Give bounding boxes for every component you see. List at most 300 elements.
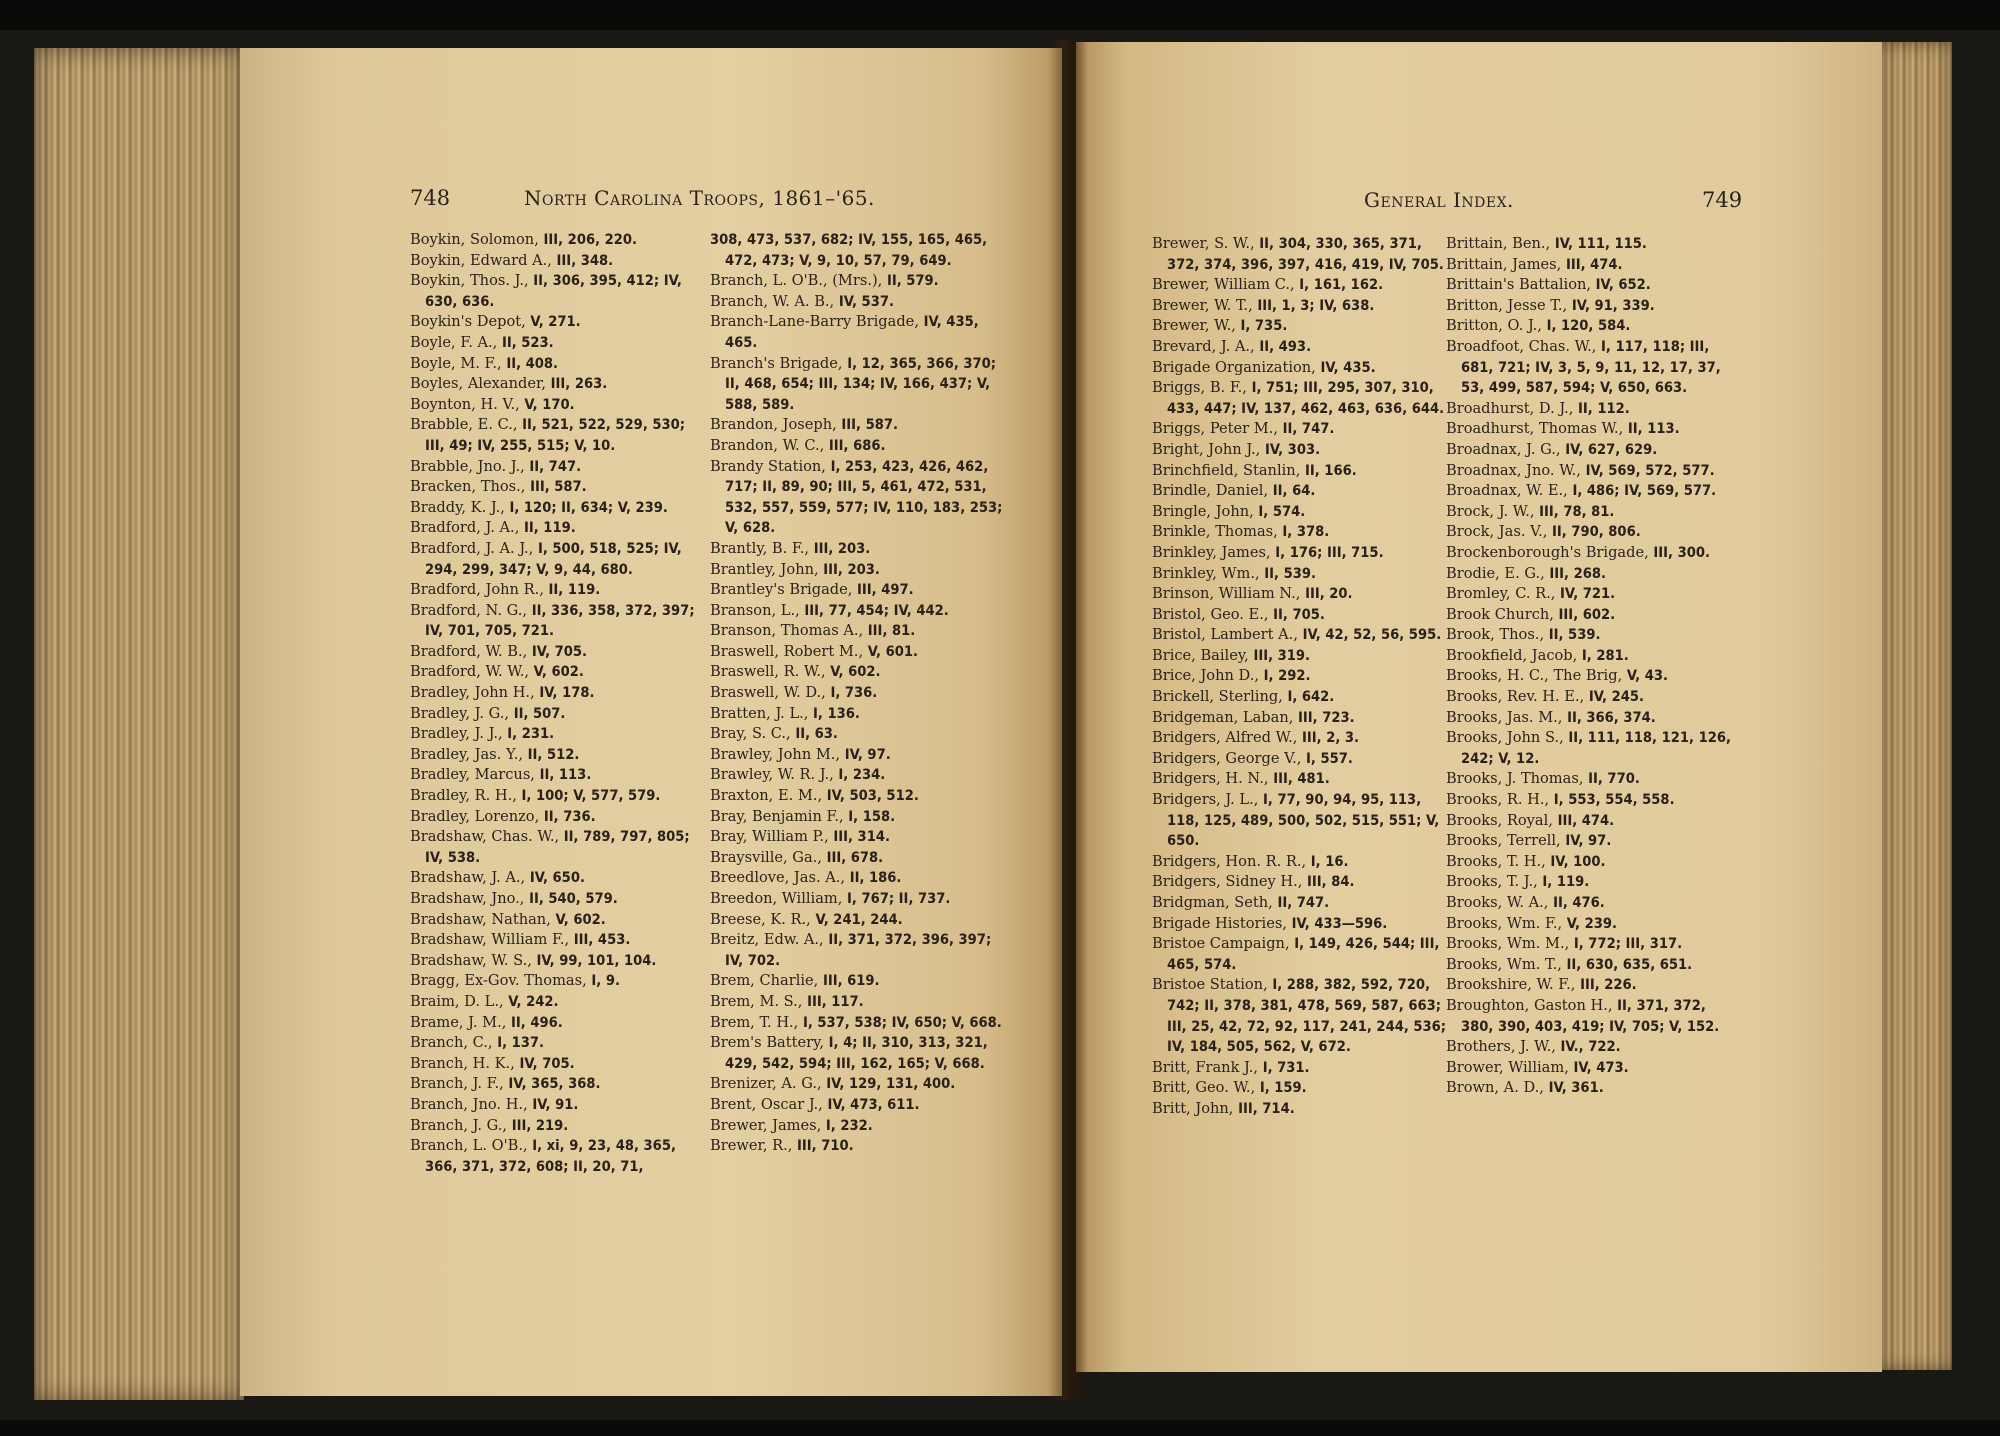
index-entry-refs: II, 790, 806.: [1552, 523, 1641, 541]
index-entry-name: Bradshaw, Jno.,: [410, 890, 530, 907]
index-entry-refs: IV, 42, 52, 56, 595.: [1302, 626, 1442, 644]
index-entry-refs: II, 705.: [1273, 605, 1325, 623]
index-entry-refs: I, 9.: [591, 972, 620, 990]
index-entry-name: Bridgers, Sidney H.,: [1152, 873, 1308, 891]
right-page: [1076, 42, 1882, 1372]
index-entry-name: Braswell, W. D.,: [710, 684, 831, 702]
index-entry-name: Brantley's Brigade,: [710, 581, 858, 599]
index-entry-name: Brenizer, A. G.,: [710, 1075, 827, 1093]
index-entry-name: Branch-Lane-Barry Brigade,: [710, 313, 924, 331]
index-entry-refs: III, 84.: [1307, 873, 1355, 891]
index-entry-refs: III, 619.: [822, 972, 880, 990]
index-entry-refs: V, 602.: [830, 663, 881, 681]
index-entry-name: Boyle, M. F.,: [410, 354, 507, 372]
index-entry: [410, 333, 705, 354]
index-entry-name: Bridgers, H. N.,: [1152, 770, 1274, 788]
index-entry-name: Boykin's Depot,: [410, 313, 531, 331]
index-entry: [1152, 708, 1447, 729]
index-entry-refs: II, 539.: [1264, 564, 1316, 582]
index-entry-refs: IV, 569, 572, 577.: [1585, 461, 1715, 479]
index-entry: [410, 868, 705, 889]
index-entry-name: Brothers, J. W.,: [1446, 1038, 1561, 1056]
index-entry-refs: II, 496.: [511, 1013, 563, 1031]
index-entry-refs: IV, 705.: [531, 642, 588, 660]
index-entry-refs: II, 166.: [1304, 461, 1357, 479]
index-entry-refs: III, 268.: [1549, 564, 1606, 582]
index-entry-refs: III, 203.: [813, 539, 871, 557]
index-entry-name: Boyles, Alexander,: [410, 375, 551, 393]
index-entry-name: Branch, J. F.,: [410, 1075, 509, 1093]
index-entry-name: Brown, A. D.,: [1446, 1079, 1549, 1097]
index-entry-refs: IV, 100.: [1550, 852, 1606, 870]
index-entry-refs: IV, 650.: [529, 869, 585, 887]
index-entry-name: Brem's Battery,: [710, 1034, 829, 1052]
index-entry-refs: I, 731.: [1262, 1058, 1310, 1076]
index-entry: [710, 1074, 1005, 1095]
index-entry-name: Branch, L. O'B.,: [410, 1137, 533, 1155]
left-page-number: 748: [410, 186, 451, 210]
index-entry: [710, 436, 1005, 457]
index-entry: [1446, 666, 1741, 687]
index-entry-refs: I, 117, 118; III, 681, 721; IV, 3, 5, 9, 11, 12, 17, 37, 53, 499, 587, 594; V, 650, 663.: [1461, 337, 1721, 397]
index-entry: [1446, 419, 1741, 440]
index-entry-name: Boykin, Solomon,: [410, 231, 544, 248]
index-entry-refs: III, 474.: [1557, 811, 1615, 829]
index-entry: [710, 415, 1005, 436]
index-entry: [1152, 914, 1447, 935]
index-entry-name: Bradford, J. A. J.,: [410, 539, 538, 557]
index-entry-refs: IV, 705.: [519, 1054, 575, 1072]
index-entry-refs: II, 186.: [849, 869, 902, 887]
right-column-2: [1446, 234, 1741, 1099]
index-entry-refs: IV, 91, 339.: [1571, 296, 1655, 314]
index-entry-name: Brittain, James,: [1446, 255, 1566, 273]
index-entry: [410, 827, 705, 868]
index-entry: [710, 601, 1005, 622]
index-entry-refs: III, 2, 3.: [1302, 729, 1360, 747]
index-entry-refs: III, 314.: [833, 828, 890, 846]
index-entry-refs: II, 408.: [506, 354, 559, 372]
index-entry: [710, 786, 1005, 807]
index-entry-name: Broadnax, J. G.,: [1446, 440, 1566, 458]
index-entry-name: Brookfield, Jacob,: [1446, 646, 1582, 664]
index-entry-name: Bradford, John R.,: [410, 581, 549, 599]
index-entry-name: Brooks, Royal,: [1446, 811, 1558, 829]
index-entry: [710, 580, 1005, 601]
index-entry-name: Bradley, Marcus,: [410, 766, 540, 784]
index-entry: [410, 271, 705, 312]
index-entry-refs: IV, 178.: [539, 684, 595, 702]
index-entry-refs: II, 119.: [523, 519, 576, 537]
book-gutter: [1048, 40, 1088, 1400]
index-entry-refs: II, 63.: [795, 725, 838, 743]
index-entry-name: Brookshire, W. F.,: [1446, 976, 1581, 994]
index-entry-name: Bromley, C. R.,: [1446, 585, 1561, 603]
index-entry: [1446, 728, 1741, 769]
index-entry-refs: IV., 722.: [1560, 1038, 1621, 1056]
index-entry-name: Bristoe Station,: [1152, 976, 1273, 994]
index-entry: [710, 868, 1005, 889]
index-entry: [710, 910, 1005, 931]
index-entry-refs: IV, 503, 512.: [826, 787, 919, 805]
index-entry-name: Brickell, Sterling,: [1152, 688, 1288, 706]
index-entry: [1446, 296, 1741, 317]
index-entry-refs: III, 219.: [511, 1116, 569, 1134]
index-entry-name: Britton, O. J.,: [1446, 317, 1547, 335]
index-entry-refs: II, 304, 330, 365, 371, 372, 374, 396, 397, 416, 419, IV, 705.: [1167, 235, 1444, 273]
index-entry-name: Brewer, W.,: [1152, 317, 1241, 335]
index-entry-name: Bradley, John H.,: [410, 684, 540, 702]
index-entry-refs: II, 371, 372, 396, 397; IV, 702.: [725, 931, 992, 969]
index-entry-name: Boykin, Thos. J.,: [410, 272, 534, 290]
index-entry-name: Bradshaw, William F.,: [410, 931, 574, 949]
index-entry-refs: IV, 435.: [1320, 358, 1376, 376]
index-entry: [410, 457, 705, 478]
index-entry-name: Brock, J. W.,: [1446, 502, 1540, 520]
index-entry: [410, 807, 705, 828]
index-entry-name: Broughton, Gaston H.,: [1446, 996, 1618, 1014]
index-entry-refs: IV, 303.: [1264, 440, 1321, 458]
index-entry-refs: I, 231.: [507, 725, 555, 743]
index-entry-refs: II, 523.: [501, 333, 554, 351]
index-entry-refs: 308, 473, 537, 682; IV, 155, 165, 465, 472, 473; V, 9, 10, 57, 79, 649.: [710, 231, 988, 269]
index-entry-refs: II, 747.: [1277, 894, 1330, 911]
right-page-edges: [1880, 42, 1952, 1370]
index-entry: [410, 1013, 705, 1034]
index-entry-name: Brooks, J. Thomas,: [1446, 770, 1589, 788]
index-entry: [410, 930, 705, 951]
index-entry: [710, 457, 1005, 539]
index-entry-refs: II, 113.: [539, 766, 592, 784]
index-entry-name: Brabble, E. C.,: [410, 416, 523, 434]
index-entry-name: Brandy Station,: [710, 457, 831, 475]
index-entry: [1152, 790, 1447, 852]
index-entry: [410, 498, 705, 519]
index-entry-name: Brooks, Wm. M.,: [1446, 935, 1574, 953]
index-entry-refs: IV, 365, 368.: [508, 1075, 601, 1093]
index-entry-refs: V, 602.: [533, 663, 584, 681]
index-entry-name: Broadhurst, D. J.,: [1446, 399, 1579, 417]
index-entry-name: Brooks, Terrell,: [1446, 832, 1566, 850]
index-entry-refs: I, 176; III, 715.: [1275, 543, 1384, 561]
index-entry: [1152, 605, 1447, 626]
index-entry-refs: V, 271.: [530, 313, 581, 331]
index-entry-name: Brandon, Joseph,: [710, 416, 842, 434]
index-entry-refs: IV, 473, 611.: [827, 1095, 920, 1113]
index-entry: [1152, 502, 1447, 523]
index-entry-refs: II, 747.: [1282, 420, 1335, 438]
index-entry-name: Braim, D. L.,: [410, 992, 509, 1010]
left-page: [240, 48, 1062, 1396]
index-entry: [1152, 625, 1447, 646]
index-entry-refs: IV, 111, 115.: [1554, 235, 1647, 252]
index-entry: [1446, 955, 1741, 976]
index-entry-name: Britton, Jesse T.,: [1446, 296, 1572, 314]
left-page-edges: [34, 48, 244, 1400]
index-entry-refs: III, 1, 3; IV, 638.: [1257, 296, 1375, 314]
index-entry-name: Boynton, H. V.,: [410, 395, 525, 413]
index-entry-refs: II, 579.: [886, 272, 939, 290]
right-page-number: 749: [1702, 188, 1743, 212]
index-entry-refs: I, 136.: [813, 704, 860, 722]
index-entry: [1446, 708, 1741, 729]
index-entry: [1152, 852, 1447, 873]
index-entry-name: Breedon, William,: [710, 890, 848, 907]
index-entry-name: Brabble, Jno. J.,: [410, 457, 530, 475]
index-entry-name: Bradley, R. H.,: [410, 787, 522, 805]
index-entry-name: Brindle, Daniel,: [1152, 482, 1273, 500]
index-entry-name: Brigade Histories,: [1152, 914, 1292, 932]
index-entry-refs: I, xi, 9, 23, 48, 365, 366, 371, 372, 608; II, 20, 71,: [425, 1137, 676, 1175]
index-entry: [1446, 790, 1741, 811]
index-entry-refs: I, 120, 584.: [1546, 317, 1631, 335]
index-entry: [1446, 275, 1741, 296]
index-entry-name: Bratten, J. L.,: [710, 704, 814, 722]
index-entry-refs: I, 288, 382, 592, 720, 742; II, 378, 381, 478, 569, 587, 663; III, 25, 42, 72, 92, 117, 241, 244, 536; IV, 184, 505, 562, V, 672.: [1167, 976, 1447, 1056]
index-entry: [410, 354, 705, 375]
index-entry-name: Broadnax, W. E.,: [1446, 482, 1573, 500]
index-entry-refs: I, 292.: [1263, 667, 1311, 685]
index-entry: [1446, 1078, 1741, 1099]
index-entry-refs: II, 539.: [1548, 626, 1601, 644]
index-entry: [1152, 749, 1447, 770]
index-entry-name: Bristoe Campaign,: [1152, 935, 1295, 953]
index-entry-refs: III, 587.: [841, 416, 898, 434]
index-entry-refs: II, 493.: [1259, 337, 1312, 355]
index-entry-refs: I, 281.: [1581, 646, 1629, 664]
index-entry: [710, 539, 1005, 560]
index-entry-name: Briggs, Peter M.,: [1152, 420, 1283, 438]
index-entry-name: Brewer, James,: [710, 1116, 826, 1134]
index-entry: [410, 1074, 705, 1095]
index-entry-name: Brock, Jas. V.,: [1446, 523, 1553, 541]
right-page-header: General Index.: [1364, 188, 1514, 212]
left-page-header: North Carolina Troops, 1861–'65.: [524, 186, 875, 210]
index-entry-refs: III, 714.: [1238, 1099, 1295, 1117]
index-entry-refs: V, 601.: [867, 642, 918, 660]
index-entry-name: Bradshaw, Chas. W.,: [410, 828, 564, 846]
index-entry-name: Brook, Thos.,: [1446, 626, 1549, 644]
index-entry-name: Broadfoot, Chas. W.,: [1446, 337, 1602, 355]
index-entry-name: Brice, John D.,: [1152, 667, 1264, 685]
index-entry-refs: IV, 721.: [1560, 585, 1616, 603]
index-entry: [710, 992, 1005, 1013]
index-entry-name: Bradley, J. G.,: [410, 704, 514, 722]
index-entry-name: Brent, Oscar J.,: [710, 1095, 828, 1113]
index-entry: [1446, 502, 1741, 523]
index-entry-name: Brooks, Wm. F.,: [1446, 914, 1567, 932]
index-entry-refs: I, 767; II, 737.: [847, 890, 951, 907]
index-entry: [710, 1095, 1005, 1116]
index-entry-name: Brewer, S. W.,: [1152, 235, 1260, 252]
index-entry-name: Brigade Organization,: [1152, 358, 1321, 376]
index-entry-name: Bradford, J. A.,: [410, 519, 524, 537]
index-entry-refs: V, 170.: [524, 395, 575, 413]
index-entry-refs: II, 112.: [1578, 399, 1630, 417]
index-entry-name: Britt, Geo. W.,: [1152, 1079, 1260, 1097]
index-entry-refs: III, 481.: [1273, 770, 1330, 788]
index-entry-refs: I, 16.: [1310, 852, 1349, 870]
index-entry-refs: I, 12, 365, 366, 370; II, 468, 654; III, 134; IV, 166, 437; V, 588, 589.: [725, 354, 997, 413]
index-entry-refs: I, 119.: [1542, 873, 1590, 891]
index-entry: [1446, 687, 1741, 708]
index-entry-refs: II, 306, 395, 412; IV, 630, 636.: [425, 272, 682, 310]
index-entry-name: Brem, M. S.,: [710, 992, 808, 1010]
index-entry-refs: I, 77, 90, 94, 95, 113, 118, 125, 489, 500, 502, 515, 551; V, 650.: [1167, 791, 1440, 850]
index-entry-name: Brevard, J. A.,: [1152, 337, 1260, 355]
index-entry: [1446, 769, 1741, 790]
index-entry-refs: I, 120; II, 634; V, 239.: [509, 498, 668, 516]
index-entry-name: Breedlove, Jas. A.,: [710, 869, 850, 887]
index-entry-refs: III, 206, 220.: [543, 231, 638, 248]
index-entry-name: Bringle, John,: [1152, 502, 1259, 520]
index-entry-name: Broadnax, Jno. W.,: [1446, 461, 1586, 479]
index-entry-name: Brodie, E. G.,: [1446, 564, 1550, 582]
index-entry: [1446, 914, 1741, 935]
index-entry-name: Brandon, W. C.,: [710, 436, 829, 454]
index-entry: [1446, 975, 1741, 996]
index-entry-name: Braddy, K. J.,: [410, 498, 510, 516]
index-entry-refs: II, 336, 358, 372, 397; IV, 701, 705, 721.: [425, 601, 695, 640]
index-entry: [1446, 934, 1741, 955]
index-entry: [410, 765, 705, 786]
index-entry: [710, 827, 1005, 848]
index-entry-refs: I, 537, 538; IV, 650; V, 668.: [802, 1013, 1002, 1031]
index-entry-name: Breese, K. R.,: [710, 910, 816, 928]
index-entry-refs: I, 735.: [1240, 317, 1288, 335]
index-entry-name: Brinkley, James,: [1152, 543, 1276, 561]
index-entry-name: Branch, W. A. B.,: [710, 292, 839, 310]
index-entry: [410, 745, 705, 766]
index-entry-refs: IV, 129, 131, 400.: [826, 1075, 956, 1093]
index-entry-name: Bridgeman, Laban,: [1152, 708, 1299, 726]
index-entry-name: Brockenborough's Brigade,: [1446, 543, 1654, 561]
index-entry-refs: III, 587.: [530, 478, 587, 496]
index-entry-name: Brewer, R.,: [710, 1137, 798, 1155]
index-entry-refs: III, 474.: [1565, 255, 1623, 273]
index-entry: [410, 971, 705, 992]
index-entry: [410, 518, 705, 539]
index-entry-name: Bridgers, Alfred W.,: [1152, 729, 1302, 747]
index-entry: [1446, 337, 1741, 399]
index-entry-name: Braxton, E. M.,: [710, 787, 827, 805]
index-entry: [1152, 316, 1447, 337]
index-entry: [410, 230, 705, 251]
index-entry: [710, 292, 1005, 313]
index-entry: [410, 374, 705, 395]
index-entry: [1152, 728, 1447, 749]
index-entry-name: Branch, C.,: [410, 1034, 498, 1052]
index-entry: [1152, 687, 1447, 708]
index-entry-name: Bridgers, George V.,: [1152, 749, 1307, 767]
index-entry: [410, 1136, 705, 1177]
index-entry-name: Brinson, William N.,: [1152, 585, 1306, 603]
index-entry: [410, 910, 705, 931]
index-entry: [1446, 625, 1741, 646]
index-entry-name: Branch, H. K.,: [410, 1054, 520, 1072]
index-entry: [1446, 543, 1741, 564]
index-entry-name: Brinchfield, Stanlin,: [1152, 461, 1305, 479]
index-entry-name: Brem, T. H.,: [710, 1013, 803, 1031]
index-entry-name: Bradshaw, Nathan,: [410, 910, 556, 928]
index-entry-name: Bridgman, Seth,: [1152, 894, 1278, 911]
index-entry-refs: II, 512.: [527, 745, 580, 763]
index-entry-name: Brooks, Rev. H. E.,: [1446, 688, 1589, 706]
index-entry: [710, 312, 1005, 353]
index-entry-name: Bridgers, J. L.,: [1152, 791, 1264, 809]
index-entry-name: Brice, Bailey,: [1152, 646, 1254, 664]
index-entry: [710, 683, 1005, 704]
index-entry: [410, 580, 705, 601]
index-entry: [1152, 461, 1447, 482]
index-entry: [1152, 646, 1447, 667]
index-entry-name: Bright, John J.,: [1152, 440, 1265, 458]
index-entry-name: Branch, J. G.,: [410, 1116, 512, 1134]
index-entry: [1152, 1099, 1447, 1120]
index-entry: [410, 724, 705, 745]
index-entry-name: Bray, Benjamin F.,: [710, 807, 849, 825]
index-entry-name: Bradshaw, W. S.,: [410, 951, 537, 969]
index-entry-refs: I, 378.: [1282, 523, 1330, 541]
index-entry-refs: IV, 435, 465.: [725, 313, 979, 351]
index-entry: [1152, 378, 1447, 419]
right-column-1: [1152, 234, 1447, 1120]
index-entry: [410, 642, 705, 663]
index-entry-name: Brantley, John,: [710, 560, 824, 578]
index-entry-refs: I, 149, 426, 544; III, 465, 574.: [1167, 935, 1440, 973]
index-entry-refs: IV, 97.: [844, 745, 891, 763]
index-entry-refs: II, 789, 797, 805; IV, 538.: [425, 828, 690, 866]
index-entry-name: Braswell, R. W.,: [710, 663, 831, 681]
index-entry-name: Brame, J. M.,: [410, 1013, 512, 1031]
index-entry: [710, 354, 1005, 416]
index-entry: [1152, 337, 1447, 358]
index-entry: [1152, 481, 1447, 502]
index-entry-refs: II, 630, 635, 651.: [1566, 955, 1693, 973]
index-entry-refs: III, 117.: [807, 992, 864, 1010]
index-entry: [1446, 872, 1741, 893]
index-entry: [1446, 481, 1741, 502]
index-entry-refs: III, 319.: [1253, 646, 1311, 664]
index-entry-refs: I, 137.: [497, 1034, 545, 1052]
index-entry-name: Bradshaw, J. A.,: [410, 869, 530, 887]
index-entry-refs: II, 366, 374.: [1567, 708, 1656, 726]
index-entry: [1152, 893, 1447, 914]
index-entry: [1446, 255, 1741, 276]
index-entry: [1446, 399, 1741, 420]
index-entry: [1446, 564, 1741, 585]
index-entry-refs: I, 500, 518, 525; IV, 294, 299, 347; V, 9, 44, 680.: [425, 539, 682, 578]
index-entry: [710, 765, 1005, 786]
index-entry: [1152, 234, 1447, 275]
index-entry: [1446, 811, 1741, 832]
index-entry-refs: II, 371, 372, 380, 390, 403, 419; IV, 705; V, 152.: [1461, 996, 1720, 1035]
index-entry: [1446, 461, 1741, 482]
index-entry: [410, 539, 705, 580]
index-entry-refs: II, 119.: [548, 581, 601, 599]
index-entry-refs: I, 751; III, 295, 307, 310, 433, 447; IV, 137, 462, 463, 636, 644.: [1167, 379, 1445, 417]
index-entry-refs: III, 497.: [857, 581, 914, 599]
index-entry-name: Brawley, W. R. J.,: [710, 766, 839, 784]
index-entry-refs: II, 736.: [543, 807, 596, 825]
index-entry: [1152, 934, 1447, 975]
index-entry-name: Britt, Frank J.,: [1152, 1058, 1263, 1076]
index-entry-refs: III, 453.: [573, 931, 631, 949]
index-entry: [410, 601, 705, 642]
index-entry: [1446, 996, 1741, 1037]
index-entry-refs: III, 77, 454; IV, 442.: [804, 601, 949, 619]
index-entry: [410, 992, 705, 1013]
